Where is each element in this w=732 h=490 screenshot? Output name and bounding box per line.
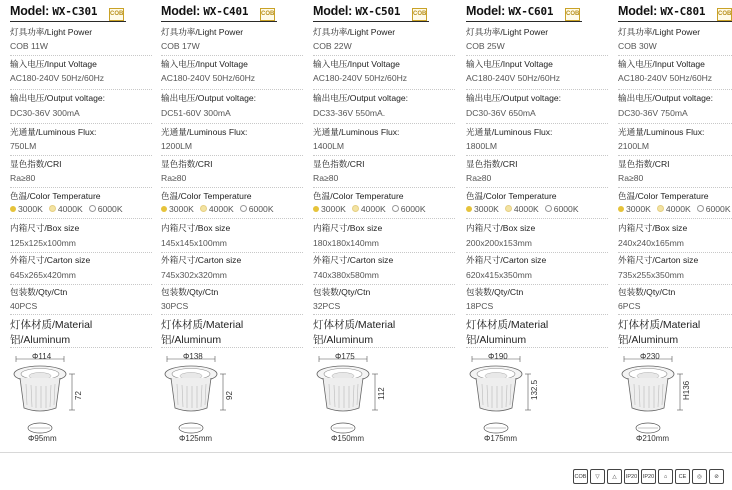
ip20-icon: IP20 [624,469,639,484]
spec-value: 6PCS [618,301,641,311]
row-divider [10,55,152,56]
cutout-label: Φ175mm [484,434,518,443]
spec-label: 灯具功率/Light Power [618,27,701,37]
cool-dot-icon [240,205,247,212]
spec-label: 显色指数/CRI [618,159,670,169]
row-divider [313,218,455,219]
material-label: 灯体材质/Material [313,319,396,331]
cutout-label: Φ150mm [331,434,365,443]
row-divider [618,252,732,253]
spec-value: COB 30W [618,41,657,51]
diameter-label: Φ138 [183,352,203,361]
dimension-drawing [10,352,150,442]
spec-value: 1800LM [466,141,498,151]
spec-label: 输入电压/Input Voltage [618,59,705,69]
dimension-drawing [618,352,732,442]
row-divider [161,218,303,219]
neutral-dot-icon [49,205,56,212]
cool-dot-icon [697,205,704,212]
spec-label: 外箱尺寸/Carton size [10,255,91,265]
temp-value: 3000K [474,204,499,214]
spec-label: 显色指数/CRI [313,159,365,169]
spec-value: Ra≥80 [466,173,492,183]
row-divider [313,55,455,56]
row-divider [10,218,152,219]
row-divider [10,89,152,90]
row-divider [618,314,732,315]
row-divider [161,187,303,188]
spec-label: 灯具功率/Light Power [313,27,396,37]
row-divider [161,89,303,90]
row-divider [466,89,608,90]
spec-label: 光通量/Luminous Flux: [161,127,248,137]
spec-label: 输出电压/Output voltage: [618,93,714,103]
spec-value: 145x145x100mm [161,238,227,248]
spec-label: 显色指数/CRI [10,159,62,169]
spec-value: 180x180x140mm [313,238,379,248]
row-divider [313,252,455,253]
cob-badge-icon: COB [565,8,580,21]
material-label: 灯体材质/Material [161,319,244,331]
footer-divider [0,452,732,453]
spec-label: 外箱尺寸/Carton size [161,255,242,265]
spec-label: 包装数/Qty/Ctn [466,287,524,297]
spec-label: 输出电压/Output voltage: [466,93,562,103]
spec-value: 740x380x580mm [313,270,379,280]
spec-label: 包装数/Qty/Ctn [161,287,219,297]
cob-cert-icon: COB [573,469,588,484]
height-label: 112 [377,387,386,400]
temp-options [466,204,614,214]
spec-label: 输出电压/Output voltage: [161,93,257,103]
spec-value: DC30-36V 750mA [618,108,688,118]
material-value: 铝/Aluminum [10,334,71,346]
row-divider [618,155,732,156]
row-divider [466,155,608,156]
warm-dot-icon [618,206,624,212]
temp-label: 色温/Color Temperature [313,191,404,201]
target-icon: ◎ [692,469,707,484]
spec-value: 750LM [10,141,37,151]
spec-label: 外箱尺寸/Carton size [466,255,547,265]
row-divider [618,218,732,219]
spec-value: AC180-240V 50Hz/60Hz [10,73,105,83]
spec-value: 30PCS [161,301,189,311]
spec-label: 内箱尺寸/Box size [618,223,688,233]
temp-options [313,204,461,214]
spec-label: 灯具功率/Light Power [10,27,93,37]
cob-badge-icon: COB [260,8,275,21]
spec-label: 输出电压/Output voltage: [313,93,409,103]
spec-label: 输入电压/Input Voltage [313,59,400,69]
row-divider [618,55,732,56]
model-prefix: Model: [161,4,201,18]
temp-value: 4000K [360,204,386,214]
spec-label: 显色指数/CRI [161,159,213,169]
row-divider [10,284,152,285]
spec-label: 灯具功率/Light Power [161,27,244,37]
spec-label: 输入电压/Input Voltage [10,59,97,69]
spec-value: 735x255x350mm [618,270,684,280]
row-divider [313,187,455,188]
spec-value: AC180-240V 50Hz/60Hz [313,73,408,83]
model-code: WX-C301 [52,5,98,18]
material-value: 铝/Aluminum [161,334,222,346]
temp-label: 色温/Color Temperature [618,191,709,201]
indoor-icon: ⌂ [658,469,673,484]
row-divider [10,314,152,315]
spec-value: COB 11W [10,41,49,51]
temp-value: 6000K [705,204,731,214]
model-prefix: Model: [466,4,506,18]
spec-value: 745x302x320mm [161,270,227,280]
certification-icons [573,469,724,484]
height-label: 92 [225,391,234,400]
row-divider [618,89,732,90]
material-value: 铝/Aluminum [466,334,527,346]
spec-value: Ra≥80 [10,173,36,183]
temp-options [618,204,732,214]
model-code: WX-C501 [355,5,401,18]
spec-label: 内箱尺寸/Box size [10,223,80,233]
diameter-label: Φ114 [32,352,52,361]
row-divider [313,123,455,124]
spec-value: Ra≥80 [618,173,644,183]
triangle-down-icon: ▽ [590,469,605,484]
triangle-up-icon: △ [607,469,622,484]
row-divider [10,155,152,156]
spec-label: 包装数/Qty/Ctn [10,287,68,297]
row-divider [618,347,732,348]
row-divider [10,252,152,253]
spec-value: COB 22W [313,41,352,51]
warm-dot-icon [10,206,16,212]
spec-label: 外箱尺寸/Carton size [313,255,394,265]
dimension-drawing [466,352,606,442]
spec-value: AC180-240V 50Hz/60Hz [466,73,561,83]
cob-badge-icon: COB [717,8,732,21]
spec-label: 内箱尺寸/Box size [466,223,536,233]
model-prefix: Model: [10,4,50,18]
row-divider [10,347,152,348]
temp-value: 3000K [626,204,651,214]
cutout-label: Φ125mm [179,434,213,443]
spec-value: DC51-60V 300mA [161,108,231,118]
row-divider [466,218,608,219]
row-divider [313,155,455,156]
dimension-drawing [313,352,453,442]
row-divider [161,347,303,348]
spec-value: 645x265x420mm [10,270,76,280]
spec-value: DC30-36V 300mA [10,108,80,118]
temp-value: 3000K [321,204,346,214]
height-label: H136 [682,380,691,400]
row-divider [466,187,608,188]
row-divider [10,123,152,124]
spec-value: 1400LM [313,141,345,151]
temp-value: 3000K [169,204,194,214]
row-divider [313,284,455,285]
row-divider [161,314,303,315]
spec-label: 光通量/Luminous Flux: [10,127,97,137]
spec-value: 18PCS [466,301,494,311]
spec-value: 40PCS [10,301,38,311]
temp-value: 3000K [18,204,43,214]
row-divider [313,314,455,315]
warm-dot-icon [313,206,319,212]
temp-value: 6000K [400,204,426,214]
cob-badge-icon: COB [412,8,427,21]
spec-value: 32PCS [313,301,341,311]
diameter-label: Φ230 [640,352,660,361]
neutral-dot-icon [657,205,664,212]
model-heading [618,4,732,22]
spec-label: 光通量/Luminous Flux: [466,127,553,137]
row-divider [313,89,455,90]
model-code: WX-C801 [660,5,706,18]
row-divider [466,284,608,285]
material-label: 灯体材质/Material [466,319,549,331]
spec-value: 2100LM [618,141,650,151]
spec-value: 1200LM [161,141,193,151]
model-prefix: Model: [313,4,353,18]
row-divider [466,55,608,56]
spec-label: 灯具功率/Light Power [466,27,549,37]
model-prefix: Model: [618,4,658,18]
warm-dot-icon [466,206,472,212]
row-divider [466,314,608,315]
diameter-label: Φ190 [488,352,508,361]
model-code: WX-C601 [508,5,554,18]
material-value: 铝/Aluminum [618,334,679,346]
row-divider [161,284,303,285]
ip20-alt-icon: IP20 [641,469,656,484]
temp-value: 4000K [513,204,539,214]
warm-dot-icon [161,206,167,212]
spec-label: 输入电压/Input Voltage [161,59,248,69]
row-divider [161,123,303,124]
row-divider [10,187,152,188]
spec-value: DC33-36V 550mA. [313,108,386,118]
spec-label: 内箱尺寸/Box size [313,223,383,233]
row-divider [466,252,608,253]
height-label: 132.5 [530,379,539,400]
cutout-label: Φ210mm [636,434,670,443]
material-value: 铝/Aluminum [313,334,374,346]
spec-label: 包装数/Qty/Ctn [618,287,676,297]
spec-value: AC180-240V 50Hz/60Hz [161,73,256,83]
spec-value: 200x200x153mm [466,238,532,248]
row-divider [313,347,455,348]
spec-value: 240x240x165mm [618,238,684,248]
ce-icon: CE [675,469,690,484]
row-divider [161,55,303,56]
spec-label: 包装数/Qty/Ctn [313,287,371,297]
diameter-label: Φ175 [335,352,355,361]
temp-value: 4000K [208,204,234,214]
row-divider [466,347,608,348]
temp-value: 4000K [57,204,83,214]
spec-label: 输出电压/Output voltage: [10,93,106,103]
row-divider [161,252,303,253]
spec-value: 620x415x350mm [466,270,532,280]
row-divider [161,155,303,156]
material-label: 灯体材质/Material [10,319,93,331]
spec-label: 内箱尺寸/Box size [161,223,231,233]
temp-value: 6000K [553,204,579,214]
spec-value: Ra≥80 [161,173,187,183]
row-divider [618,123,732,124]
spec-label: 光通量/Luminous Flux: [618,127,705,137]
neutral-dot-icon [352,205,359,212]
spec-value: AC180-240V 50Hz/60Hz [618,73,713,83]
temp-label: 色温/Color Temperature [10,191,101,201]
spec-value: COB 25W [466,41,505,51]
neutral-dot-icon [505,205,512,212]
temp-options [10,204,158,214]
spec-value: Ra≥80 [313,173,339,183]
spec-label: 光通量/Luminous Flux: [313,127,400,137]
temp-value: 6000K [97,204,123,214]
no-dim-icon: ⊘ [709,469,724,484]
row-divider [466,123,608,124]
material-label: 灯体材质/Material [618,319,701,331]
row-divider [618,284,732,285]
spec-value: DC30-36V 650mA [466,108,536,118]
spec-value: 125x125x100mm [10,238,76,248]
model-code: WX-C401 [203,5,249,18]
temp-value: 6000K [248,204,274,214]
spec-label: 显色指数/CRI [466,159,518,169]
cool-dot-icon [545,205,552,212]
row-divider [618,187,732,188]
neutral-dot-icon [200,205,207,212]
cool-dot-icon [89,205,96,212]
height-label: 72 [74,391,83,400]
temp-value: 4000K [665,204,691,214]
spec-label: 输入电压/Input Voltage [466,59,553,69]
temp-label: 色温/Color Temperature [161,191,252,201]
cool-dot-icon [392,205,399,212]
spec-value: COB 17W [161,41,200,51]
temp-label: 色温/Color Temperature [466,191,557,201]
temp-options [161,204,309,214]
spec-label: 外箱尺寸/Carton size [618,255,699,265]
dimension-drawing [161,352,301,442]
cob-badge-icon: COB [109,8,124,21]
cutout-label: Φ95mm [28,434,57,443]
